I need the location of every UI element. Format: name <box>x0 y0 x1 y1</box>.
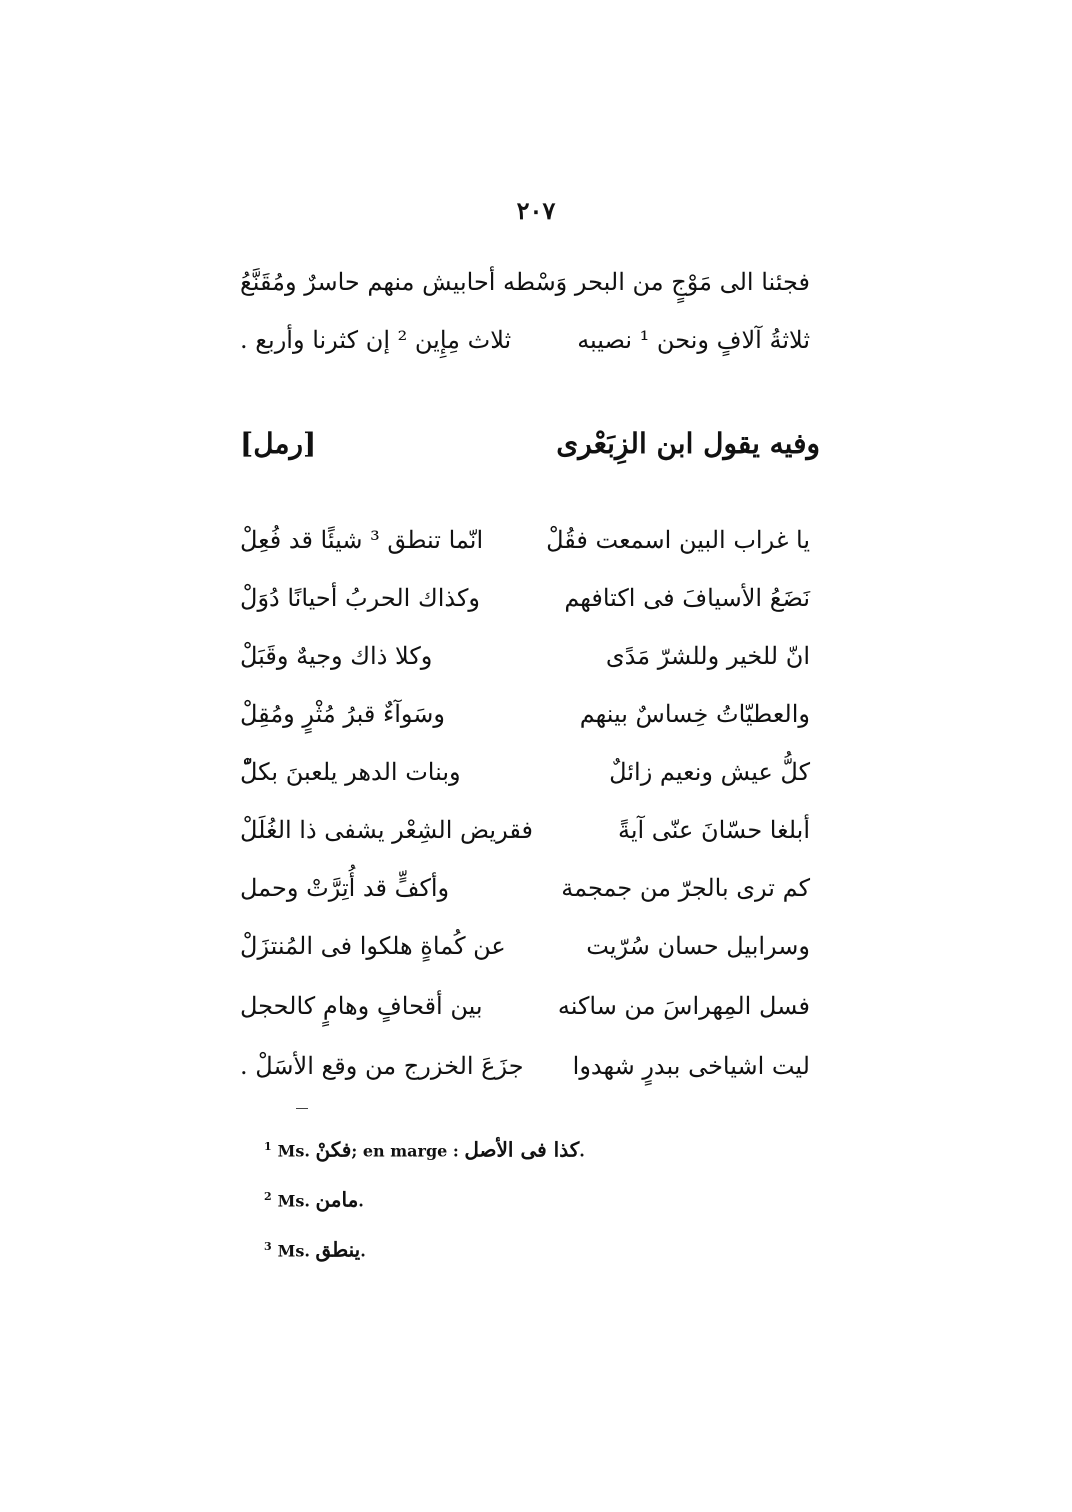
verse <box>240 752 810 792</box>
verse-second-hemistich: ثلاث مِإِين ² إن كثرنا وأربع . <box>240 326 512 354</box>
verse-second-hemistich: جزَعَ الخزرج من وقع الأسَلْ . <box>240 1052 524 1080</box>
footnote-separator <box>296 1108 308 1109</box>
verse <box>240 636 810 676</box>
footnote-arabic: مامن <box>315 1187 359 1212</box>
verse-first-hemistich: ليت اشياخى ببدرٍ شهدوا <box>572 1052 810 1080</box>
footnote-note: ; en marge : <box>351 1141 459 1161</box>
verse-second-hemistich: أحابيش منهم حاسرٌ ومُقَنَّعُ <box>240 268 496 296</box>
footnote-arabic: فكنْ <box>315 1137 352 1162</box>
verse <box>240 694 810 734</box>
footnote <box>264 1230 366 1264</box>
footnote-number: 2 <box>264 1190 272 1203</box>
verse <box>240 520 810 560</box>
verse <box>240 926 810 966</box>
heading-meter: [رمل] <box>240 427 317 460</box>
footnote-number: 1 <box>264 1140 272 1153</box>
footnote-ms: Ms. <box>277 1241 310 1261</box>
verse-first-hemistich: وسرابيل حسان سُرّيت <box>586 932 810 960</box>
verse-second-hemistich: بين أقحافٍ وهامٍ كالحجل <box>240 992 483 1020</box>
verse-second-hemistich: وأكفٍّ قد أُتِرَّتْ وحمل <box>240 874 450 902</box>
verse <box>240 986 810 1026</box>
verse <box>240 1046 810 1086</box>
verse-first-hemistich: انّ للخير وللشرّ مَدًى <box>605 642 810 670</box>
verse-first-hemistich: فسل المِهراسَ من ساكنه <box>557 992 810 1020</box>
footnote <box>264 1180 364 1214</box>
verse-first-hemistich: والعطيّاتُ خِساسٌ بينهم <box>579 700 810 728</box>
verse-second-hemistich: فقريض الشِعْر يشفى ذا الغُلَلْ <box>240 816 533 844</box>
verse <box>240 810 810 850</box>
section-heading <box>240 422 820 466</box>
page-number: ٢٠٧ <box>516 196 556 225</box>
footnote <box>264 1130 585 1164</box>
verse <box>240 262 810 302</box>
footnote-ms: Ms. <box>277 1141 310 1161</box>
verse-second-hemistich: وكلا ذاك وجيهٌ وقَبَلْ <box>240 642 433 670</box>
verse-second-hemistich: وكذاك الحربُ أحيانًا دُوَلْ <box>240 584 481 612</box>
footnote-end: . <box>360 1241 366 1261</box>
verse-first-hemistich: ثلاثةُ آلافٍ ونحن ¹ نصيبه <box>577 326 810 354</box>
verse-second-hemistich: عن كُماةٍ هلكوا فى المُنتزَلْ <box>240 932 506 960</box>
verse-first-hemistich: أبلغا حسّانَ عنّى آيةً <box>617 816 810 844</box>
footnote-end: . <box>358 1191 364 1211</box>
footnote-arabic: كذا فى الأصل <box>464 1137 580 1162</box>
verse-second-hemistich: وبنات الدهر يلعبنَ بكلّْ <box>240 758 461 786</box>
verse-first-hemistich: فجئنا الى مَوْجٍ من البحر وَسْطه <box>503 268 810 296</box>
verse <box>240 578 810 618</box>
footnote-arabic: ينطق <box>315 1237 361 1262</box>
verse <box>240 868 810 908</box>
footnote-number: 3 <box>264 1240 272 1253</box>
verse-first-hemistich: نَضَعُ الأسيافَ فى اكتافهم <box>564 584 810 612</box>
verse-first-hemistich: كلُّ عيش ونعيم زائلٌ <box>609 758 810 786</box>
verse-second-hemistich: وسَوآءٌ قبرُ مُثْرٍ ومُقِلْ <box>240 700 445 728</box>
verse-first-hemistich: يا غراب البين اسمعت فقُلْ <box>546 526 810 554</box>
footnote-end: . <box>579 1141 585 1161</box>
verse-second-hemistich: انّما تنطق ³ شيئًا قد فُعِلْ <box>240 526 484 554</box>
footnote-ms: Ms. <box>277 1191 310 1211</box>
heading-title: وفيه يقول ابن الزِبَعْرى <box>556 427 820 460</box>
verse <box>240 320 810 360</box>
verse-first-hemistich: كم ترى بالجرّ من جمجمة <box>561 874 810 902</box>
